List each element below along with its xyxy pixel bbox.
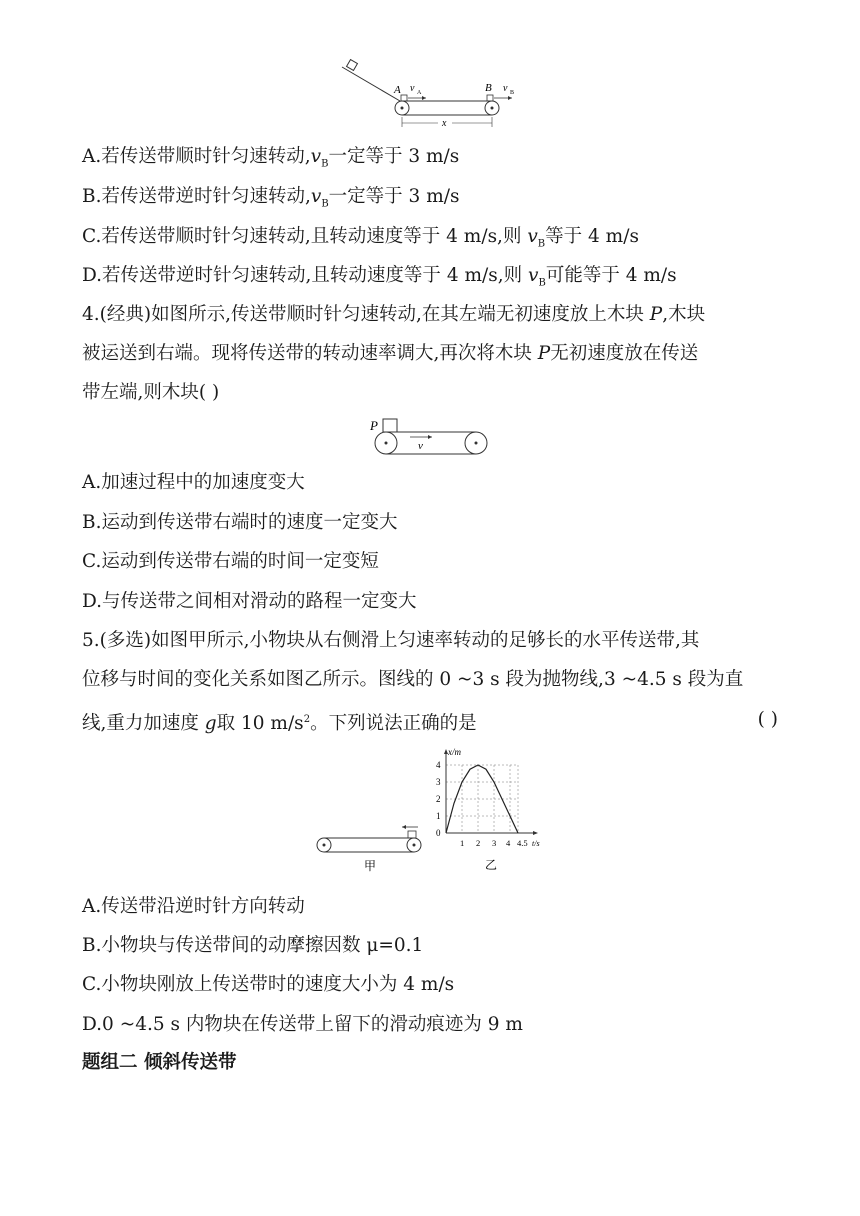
y-axis-label: x/m bbox=[448, 747, 461, 757]
q4-option-b: B.运动到传送带右端时的速度一定变大 bbox=[82, 512, 398, 533]
figure-belt-p bbox=[368, 415, 493, 460]
caption-yi: 乙 bbox=[485, 858, 498, 872]
y-tick-label: 3 bbox=[436, 777, 441, 787]
q3-option-c: C.若传送带顺时针匀速转动,且转动速度等于 4 m/s,则 $v_B$等于 4 m/s bbox=[82, 226, 639, 250]
x-axis-label: t/s bbox=[532, 839, 540, 848]
q3-option-d: D.若传送带逆时针匀速转动,且转动速度等于 4 m/s,则 $v_B$可能等于 4 m/s bbox=[82, 265, 677, 289]
q5-stem-line-2: 位移与时间的变化关系如图乙所示。图线的 0 ~3 s 段为抛物线,3 ~4.5 s 段为直 bbox=[82, 669, 744, 690]
caption-jia: 甲 bbox=[364, 859, 377, 873]
x-tick-label: 1 bbox=[460, 838, 465, 848]
x-tick-label: 2 bbox=[476, 838, 481, 848]
figure-incline-belt bbox=[330, 55, 530, 130]
svg-text:P: P bbox=[370, 418, 378, 433]
section-heading: 题组二 倾斜传送带 bbox=[82, 1052, 237, 1073]
label-a: A bbox=[394, 84, 401, 96]
q4-stem-line-2: 被运送到右端。现将传送带的转动速率调大,再次将木块 P无初速度放在传送 bbox=[82, 343, 699, 364]
label-x: x bbox=[442, 118, 447, 129]
svg-text:B: B bbox=[510, 90, 515, 96]
q5-option-c: C.小物块刚放上传送带时的速度大小为 4 m/s bbox=[82, 974, 455, 995]
svg-text:v: v bbox=[418, 440, 423, 452]
figure-yi-chart bbox=[428, 745, 553, 875]
y-tick-label: 1 bbox=[436, 811, 441, 821]
q4-stem-line-1: 4.(经典)如图所示,传送带顺时针匀速转动,在其左端无初速度放上木块 P,木块 bbox=[82, 304, 706, 325]
q5-stem-line-1: 5.(多选)如图甲所示,小物块从右侧滑上匀速率转动的足够长的水平传送带,其 bbox=[82, 630, 700, 651]
q3-option-a: A.若传送带顺时针匀速转动$,v_B$一定等于 3 m/s bbox=[82, 146, 460, 170]
q4-option-c: C.运动到传送带右端的时间一定变短 bbox=[82, 551, 379, 572]
q5-option-a: A.传送带沿逆时针方向转动 bbox=[82, 896, 305, 917]
figure-jia bbox=[312, 820, 427, 878]
y-tick-label: 4 bbox=[436, 760, 441, 770]
y-tick-label: 0 bbox=[436, 828, 441, 838]
q4-stem-line-3: 带左端,则木块( ) bbox=[82, 382, 220, 403]
x-tick-label: 4 bbox=[506, 838, 511, 848]
svg-text:A: A bbox=[417, 90, 422, 96]
svg-text:v: v bbox=[503, 83, 508, 94]
q4-option-d: D.与传送带之间相对滑动的路程一定变大 bbox=[82, 591, 417, 612]
label-b: B bbox=[485, 82, 492, 94]
q5-stem-line-3: 线,重力加速度 g取 10 $m/s^2$。下列说法正确的是 bbox=[82, 713, 477, 735]
q5-option-b: B.小物块与传送带间的动摩擦因数 μ=0.1 bbox=[82, 935, 424, 956]
x-tick-label: 3 bbox=[492, 838, 497, 848]
q5-answer-paren: ( ) bbox=[757, 709, 778, 730]
q4-option-a: A.加速过程中的加速度变大 bbox=[82, 472, 305, 493]
x-tick-label: 4.5 bbox=[517, 838, 528, 848]
svg-text:v: v bbox=[410, 83, 415, 94]
q3-option-b: B.若传送带逆时针匀速转动$,v_B$一定等于 3 m/s bbox=[82, 186, 460, 210]
q5-option-d: D.0 ~4.5 s 内物块在传送带上留下的滑动痕迹为 9 m bbox=[82, 1014, 523, 1035]
y-tick-label: 2 bbox=[436, 794, 441, 804]
